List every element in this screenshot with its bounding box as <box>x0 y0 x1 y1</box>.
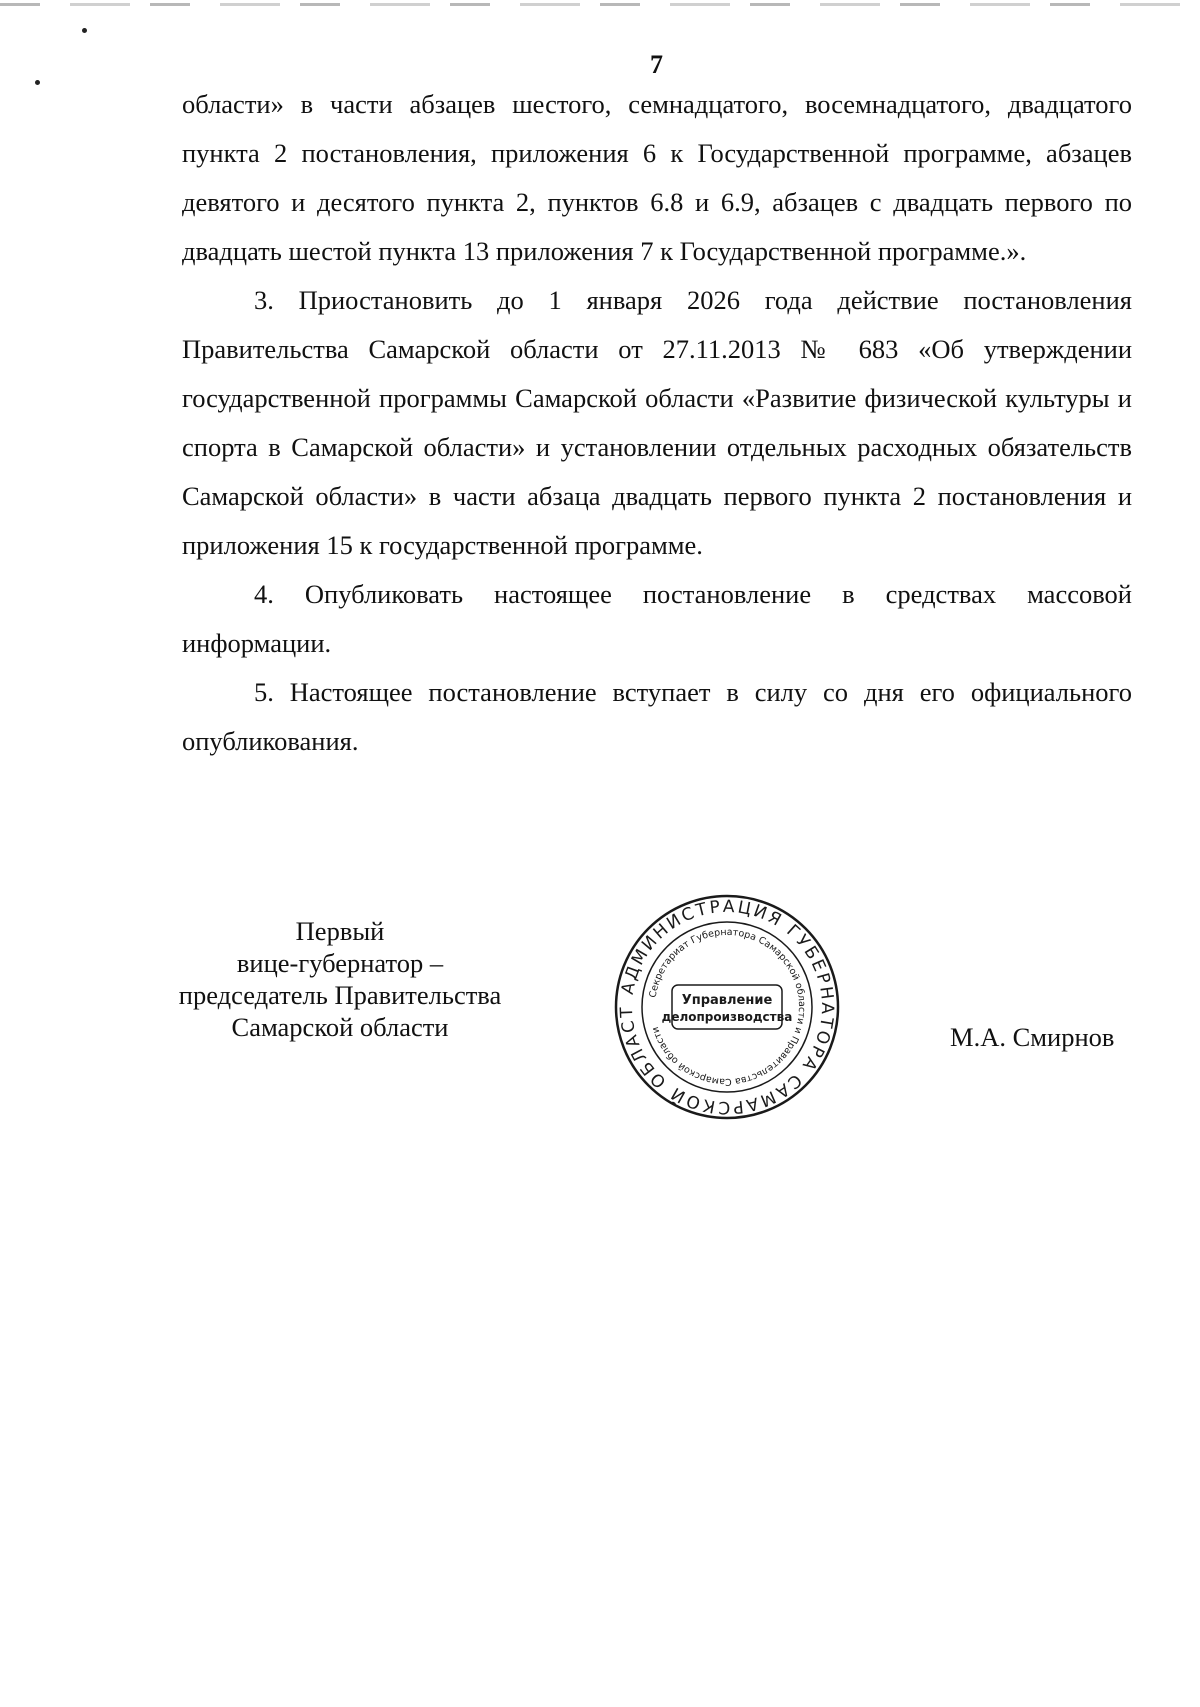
signer-name: М.А. Смирнов <box>950 1022 1115 1052</box>
paragraph-item-3: 3. Приостановить до 1 января 2026 года действие постановления Правительства Самарской области от 27.11.2013 № 683 «Об утверждении государственной программы Самарской области «Развитие физической культуры и спорта в Самарской области» и установлении отдельных расходных обязательств Самарской области» в части абзаца двадцать первого пункта 2 постановления и приложения 15 к государственной программе. <box>182 285 1132 560</box>
document-body <box>182 80 1132 766</box>
official-stamp <box>612 892 842 1122</box>
scan-speck <box>35 80 40 85</box>
paragraph-item-5: 5. Настоящее постановление вступает в силу со дня его официального опубликования. <box>182 677 1132 756</box>
signatory-position <box>140 915 540 1043</box>
paragraph-continuation: области» в части абзацев шестого, семнадцатого, восемнадцатого, двадцатого пункта 2 постановления, приложения 6 к Государственной программе, абзацев девятого и десятого пункта 2, пунктов 6.8 и 6.9, абзацев с двадцать первого по двадцать шестой пункта 13 приложения 7 к Государственной программе.». <box>182 89 1132 266</box>
stamp-inner-text: Секретариат Губернатора Самарской области и Правительства Самарской области <box>647 926 808 1088</box>
stamp-center-line-1: Управление <box>681 993 773 1008</box>
position-line: Самарской области <box>231 1012 449 1042</box>
stamp-outer-text: АДМИНИСТРАЦИЯ ГУБЕРНАТОРА САМАРСКОЙ ОБЛАСТ <box>616 896 838 1118</box>
stamp-center-line-2: делопроизводства <box>661 1010 793 1024</box>
page-number: 7 <box>650 50 663 79</box>
position-line: вице-губернатор – <box>236 948 444 978</box>
scan-edge-artifact <box>0 3 1200 6</box>
position-line: Первый <box>295 916 385 946</box>
position-line: председатель Правительства <box>178 980 502 1010</box>
scan-speck <box>82 28 87 33</box>
stamp-seal-icon <box>612 892 842 1122</box>
paragraph-item-4: 4. Опубликовать настоящее постановление в средствах массовой информации. <box>182 579 1132 658</box>
